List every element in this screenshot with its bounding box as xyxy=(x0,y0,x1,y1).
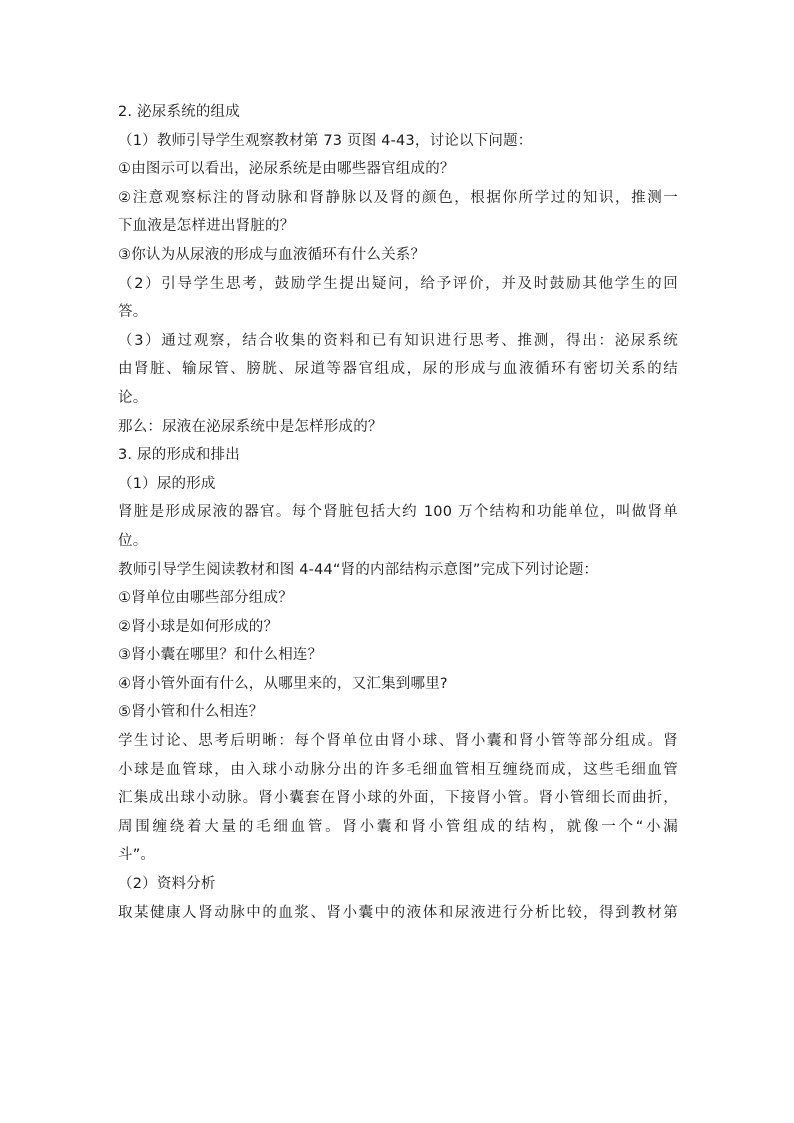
question-line: ④肾小管外面有什么，从哪里来的，又汇集到哪里? xyxy=(118,675,448,692)
question-line: ③你认为从尿液的形成与血液循环有什么关系？ xyxy=(118,246,426,263)
paragraph-line-continued: 答。 xyxy=(118,304,148,321)
paragraph-line-continued: 论。 xyxy=(118,389,148,406)
paragraph-line-continued: 汇集成出球小动脉。肾小囊套在肾小球的外面，下接肾小管。肾小管细长而曲折， xyxy=(118,790,678,807)
paragraph-line: （1）教师引导学生观察教材第 73 页图 4-43，讨论以下问题： xyxy=(118,132,533,149)
paragraph-line-continued: 由肾脏、输尿管、膀胱、尿道等器官组成，尿的形成与血液循环有密切关系的结 xyxy=(118,361,678,378)
paragraph-line: （2）引导学生思考，鼓励学生提出疑问，给予评价，并及时鼓励其他学生的回 xyxy=(118,275,678,292)
question-line: ①由图示可以看出，泌尿系统是由哪些器官组成的？ xyxy=(118,161,455,178)
question-line: ②注意观察标注的肾动脉和肾静脉以及肾的颜色，根据你所学过的知识，推测一 xyxy=(118,189,678,206)
paragraph-line-continued: 小球是血管球，由入球小动脉分出的许多毛细血管相互缠绕而成，这些毛细血管 xyxy=(118,761,678,778)
document-body xyxy=(118,98,678,927)
heading-urinary-system: 2. 泌尿系统的组成 xyxy=(118,104,240,120)
paragraph-line: 取某健康人肾动脉中的血浆、肾小囊中的液体和尿液进行分析比较，得到教材第 xyxy=(118,904,678,921)
paragraph-line-continued: 斗”。 xyxy=(118,847,156,864)
paragraph-line-continued: 周围缠绕着大量的毛细血管。肾小囊和肾小管组成的结构，就像一个“小漏 xyxy=(118,818,678,835)
question-line: ②肾小球是如何形成的？ xyxy=(118,618,279,635)
paragraph-line: 教师引导学生阅读教材和图 4-44“肾的内部结构示意图”完成下列讨论题： xyxy=(118,561,599,578)
paragraph-line: 那么：尿液在泌尿系统中是怎样形成的？ xyxy=(118,418,383,435)
heading-urine-formation: 3. 尿的形成和排出 xyxy=(118,447,240,464)
paragraph-line: 学生讨论、思考后明晰：每个肾单位由肾小球、肾小囊和肾小管等部分组成。肾 xyxy=(118,733,678,750)
question-line-continued: 下血液是怎样进出肾脏的？ xyxy=(118,218,295,235)
subheading-line: （1）尿的形成 xyxy=(118,475,216,492)
question-line: ①肾单位由哪些部分组成？ xyxy=(118,590,293,607)
paragraph-line: （3）通过观察，结合收集的资料和已有知识进行思考、推测，得出：泌尿系统 xyxy=(118,332,678,349)
paragraph-line-continued: 位。 xyxy=(118,532,148,549)
paragraph-line: 肾脏是形成尿液的器官。每个肾脏包括大约 100 万个结构和功能单位，叫做肾单 xyxy=(118,504,678,521)
question-line: ③肾小囊在哪里？和什么相连？ xyxy=(118,647,323,664)
subheading-line: （2）资料分析 xyxy=(118,876,216,893)
question-line: ⑤肾小管和什么相连？ xyxy=(118,704,264,721)
